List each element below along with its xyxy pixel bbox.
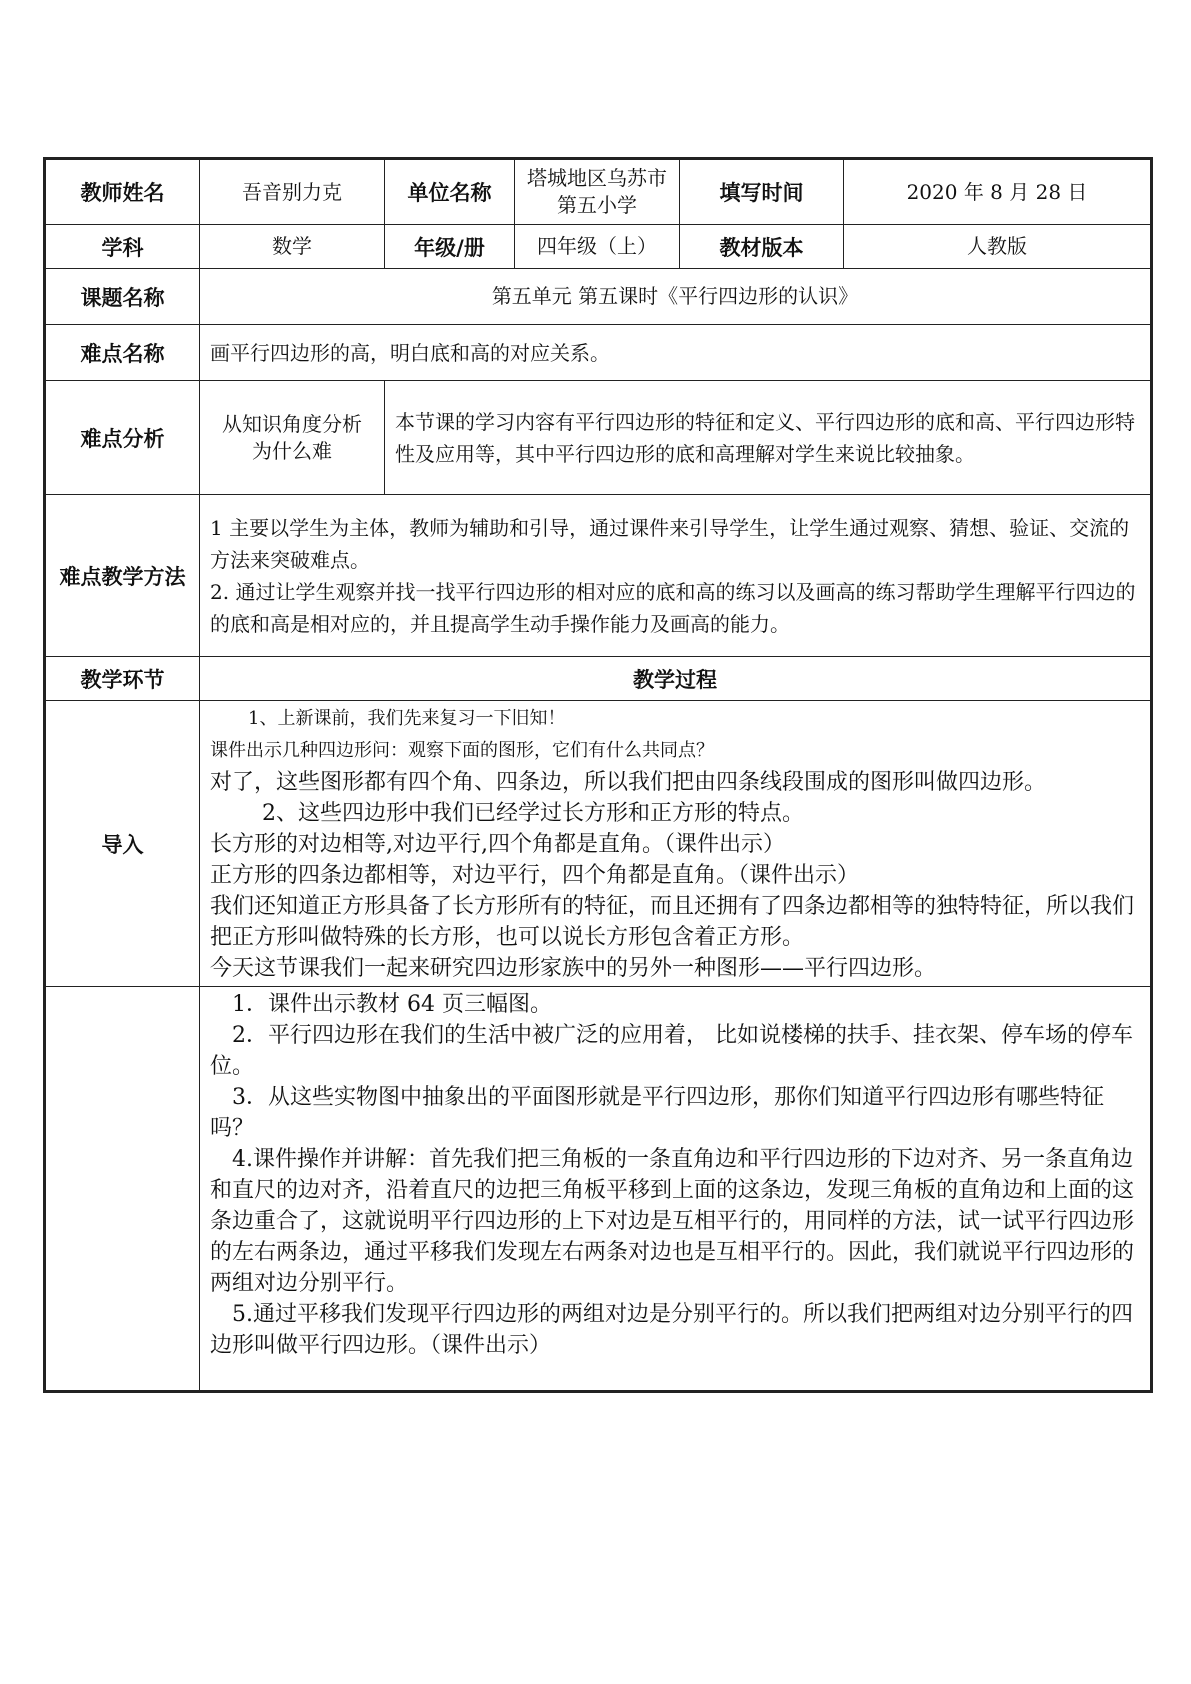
difficulty-label: 难点名称 bbox=[45, 325, 200, 381]
intro-line-7: 我们还知道正方形具备了长方形所有的特征，而且还拥有了四条边都相等的独特特征，所以我们把正方形叫做特殊的长方形，也可以说长方形包含着正方形。 bbox=[210, 894, 1135, 950]
new-lesson-row bbox=[45, 987, 1152, 1392]
edition-label: 教材版本 bbox=[680, 225, 844, 269]
lesson-plan-table bbox=[43, 157, 1153, 1393]
topic-value: 第五单元 第五课时《平行四边形的认识》 bbox=[200, 269, 1152, 325]
subject-value: 数学 bbox=[200, 225, 385, 269]
grade-value: 四年级（上） bbox=[515, 225, 680, 269]
new-lesson-paragraph-4: 4.课件操作并讲解：首先我们把三角板的一条直角边和平行四边形的下边对齐、另一条直角边和直尺的边对齐，沿着直尺的边把三角板平移到上面的这条边，发现三角板的直角边和上面的这条边重合了，这就说明平行四边形的上下对边是互相平行的，用同样的方法，试一试平行四边形的左右两条边，通过平移我们发现左右两条对边也是互相平行的。因此，我们就说平行四边形的两组对边分别平行。 bbox=[210, 1147, 1135, 1296]
analysis-value: 本节课的学习内容有平行四边形的特征和定义、平行四边形的底和高、平行四边形特性及应用等，其中平行四边形的底和高理解对学生来说比较抽象。 bbox=[385, 381, 1152, 495]
teacher-label: 教师姓名 bbox=[45, 159, 200, 225]
analysis-sub-label-line2: 为什么难 bbox=[252, 438, 332, 463]
unit-value-line1: 塔城地区乌苏市 bbox=[527, 166, 667, 190]
intro-line-4: 2、这些四边形中我们已经学过长方形和正方形的特点。 bbox=[262, 801, 804, 826]
unit-value-line2: 第五小学 bbox=[557, 193, 637, 217]
analysis-row bbox=[45, 381, 1152, 495]
topic-label: 课题名称 bbox=[45, 269, 200, 325]
unit-label: 单位名称 bbox=[385, 159, 515, 225]
intro-label: 导入 bbox=[45, 701, 200, 987]
new-lesson-paragraph-2: 2．平行四边形在我们的生活中被广泛的应用着， 比如说楼梯的扶手、挂衣架、停车场的停车位。 bbox=[210, 1023, 1133, 1079]
date-value: 2020 年 8 月 28 日 bbox=[844, 159, 1152, 225]
intro-line-2: 课件出示几种四边形问：观察下面的图形，它们有什么共同点？ bbox=[210, 740, 714, 761]
method-paragraph-2: 2. 通过让学生观察并找一找平行四边形的相对应的底和高的练习以及画高的练习帮助学生理解平行四边的的底和高是相对应的，并且提高学生动手操作能力及画高的能力。 bbox=[210, 579, 1136, 636]
process-header-row bbox=[45, 657, 1152, 701]
edition-value: 人教版 bbox=[844, 225, 1152, 269]
stage-label: 教学环节 bbox=[45, 657, 200, 701]
header-row-1 bbox=[45, 159, 1152, 225]
intro-line-8: 今天这节课我们一起来研究四边形家族中的另外一种图形——平行四边形。 bbox=[210, 956, 937, 981]
new-lesson-paragraph-3: 3．从这些实物图中抽象出的平面图形就是平行四边形，那你们知道平行四边形有哪些特征吗？ bbox=[210, 1085, 1105, 1141]
analysis-sub-label-line1: 从知识角度分析 bbox=[222, 411, 362, 436]
method-row bbox=[45, 495, 1152, 657]
intro-line-1: 1、上新课前，我们先来复习一下旧知！ bbox=[248, 708, 566, 729]
intro-content bbox=[200, 701, 1152, 987]
unit-value bbox=[515, 159, 680, 225]
method-value bbox=[200, 495, 1152, 657]
topic-row bbox=[45, 269, 1152, 325]
grade-label: 年级/册 bbox=[385, 225, 515, 269]
teacher-value: 吾音别力克 bbox=[200, 159, 385, 225]
analysis-label: 难点分析 bbox=[45, 381, 200, 495]
header-row-2 bbox=[45, 225, 1152, 269]
intro-line-3: 对了，这些图形都有四个角、四条边，所以我们把由四条线段围成的图形叫做四边形。 bbox=[210, 770, 1047, 795]
intro-line-5: 长方形的对边相等,对边平行,四个角都是直角。（课件出示） bbox=[210, 832, 785, 857]
method-label: 难点教学方法 bbox=[45, 495, 200, 657]
difficulty-row bbox=[45, 325, 1152, 381]
new-lesson-content bbox=[200, 987, 1152, 1392]
new-lesson-label bbox=[45, 987, 200, 1392]
intro-line-6: 正方形的四条边都相等，对边平行，四个角都是直角。（课件出示） bbox=[210, 863, 860, 888]
new-lesson-paragraph-5: 5.通过平移我们发现平行四边形的两组对边是分别平行的。所以我们把两组对边分别平行的四边形叫做平行四边形。（课件出示） bbox=[210, 1302, 1133, 1358]
analysis-sub-label bbox=[200, 381, 385, 495]
subject-label: 学科 bbox=[45, 225, 200, 269]
date-label: 填写时间 bbox=[680, 159, 844, 225]
method-paragraph-1: 1 主要以学生为主体，教师为辅助和引导，通过课件来引导学生，让学生通过观察、猜想、验证、交流的方法来突破难点。 bbox=[210, 515, 1130, 572]
difficulty-value: 画平行四边形的高，明白底和高的对应关系。 bbox=[200, 325, 1152, 381]
intro-row bbox=[45, 701, 1152, 987]
process-label: 教学过程 bbox=[200, 657, 1152, 701]
new-lesson-paragraph-1: 1．课件出示教材 64 页三幅图。 bbox=[232, 992, 552, 1017]
